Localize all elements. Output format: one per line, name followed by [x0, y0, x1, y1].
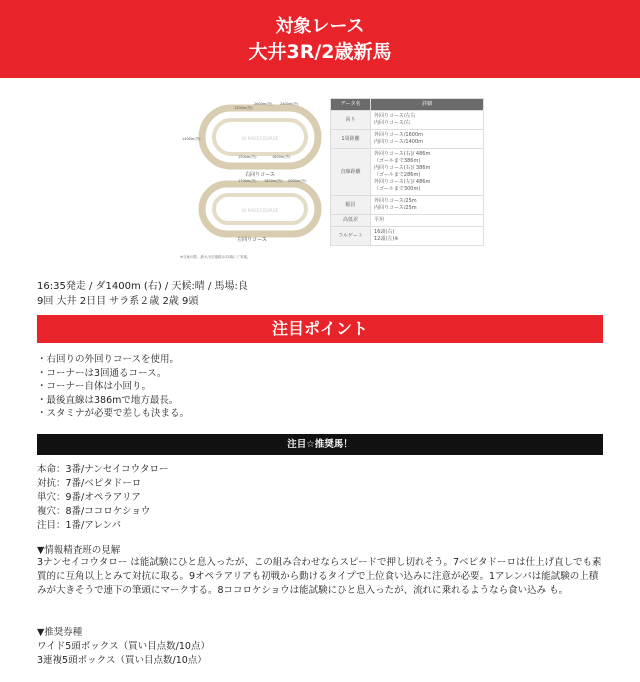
watermark-outer: OI RACECOURSE — [241, 137, 279, 142]
spec-line: 内回りコース(右)/ 386m — [374, 165, 431, 171]
spec-key: 幅員 — [331, 196, 371, 215]
spec-line: 16頭(右) — [374, 229, 395, 235]
points-title: 注目ポイント — [37, 315, 603, 343]
spec-key: 高低差 — [331, 215, 371, 227]
spec-value — [371, 111, 484, 130]
spec-line: 外回りコース/左右 — [374, 113, 416, 119]
pick-item: 注目：1番/アレンパ — [37, 520, 121, 531]
spec-value — [371, 149, 484, 196]
inner-course-label: 左回りコース — [237, 237, 267, 243]
spec-key: 直線距離 — [331, 149, 371, 196]
spec-row — [331, 196, 484, 215]
spec-row — [331, 227, 484, 246]
list-item: ・コーナー自体は小回り。 — [37, 381, 152, 392]
race-info-line: 9回 大井 2日目 サラ系２歳 2歳 9頭 — [37, 296, 199, 307]
spec-value — [371, 215, 484, 227]
pick-item: 本命：3番/ナンセイコウタロー — [37, 464, 169, 475]
dist-label: 1700m(外) — [238, 179, 257, 183]
spec-row — [331, 149, 484, 196]
spec-line: 外回りコース(右)/ 486m — [374, 151, 431, 157]
spec-row — [331, 215, 484, 227]
spec-line: 内回りコース/1400m — [374, 139, 424, 145]
spec-key: フルゲート — [331, 227, 371, 246]
ticket-item: ワイド5頭ボックス（買い目点数/10点） — [37, 641, 210, 652]
watermark-inner: OI RACECOURSE — [241, 209, 279, 214]
spec-value — [371, 130, 484, 149]
pick-item: 単穴：9番/オペラアリア — [37, 492, 141, 503]
list-item: ・右回りの外回りコースを使用。 — [37, 354, 180, 365]
course-spec-table — [330, 98, 484, 246]
points-list — [37, 353, 189, 421]
dist-label: 1500m(外) — [238, 155, 257, 159]
spec-line: （ゴールまで286m) — [374, 172, 421, 178]
spec-header: データ名 — [331, 99, 371, 111]
spec-line: 外回りコース(左)/ 486m — [374, 179, 431, 185]
dist-label: 1600m(外) — [272, 155, 291, 159]
spec-value — [371, 196, 484, 215]
spec-line: 12頭(左)※ — [374, 236, 399, 242]
dist-label: 1200m(外) — [234, 106, 253, 110]
spec-key: 回り — [331, 111, 371, 130]
race-name: 大井3R/2歳新馬 — [248, 41, 392, 63]
spec-row — [331, 130, 484, 149]
spec-line: （ゴールまで386m) — [374, 158, 421, 164]
list-item: ・最後直線は386mで地方最長。 — [37, 394, 179, 406]
spec-key: 1周距離 — [331, 130, 371, 149]
pick-item: 対抗：7番/ベピタドーロ — [37, 478, 142, 489]
spec-line: （ゴールまで300m) — [374, 186, 421, 192]
outer-course-label: 右回りコース — [245, 172, 275, 178]
spec-line: 内回りコース/右 — [374, 120, 411, 126]
header-banner — [0, 0, 640, 78]
picks-title: 注目☆推奨馬！ — [37, 434, 603, 455]
tickets-heading: ▼推奨券種 — [37, 627, 83, 638]
list-item: ・コーナーは3回通るコース。 — [37, 367, 167, 379]
dist-label: 2600m(外) — [254, 102, 273, 106]
dist-label: 2000m(外) — [288, 179, 307, 183]
race-info-line: 16:35発走 / ダ1400m (右) / 天候:晴 / 馬場:良 — [37, 281, 248, 292]
course-footnote: ※当案の際、最大出走頭数は12頭にて実施。 — [180, 255, 251, 259]
ticket-item: 3連複5頭ボックス（買い目点数/10点） — [37, 655, 207, 666]
spec-row — [331, 111, 484, 130]
spec-header-row — [331, 99, 484, 111]
spec-value — [371, 227, 484, 246]
pick-item: 複穴：8番/ココロケショウ — [37, 506, 151, 517]
spec-line: 内回りコース/25m — [374, 205, 417, 211]
spec-line: 外回りコース/1600m — [374, 132, 424, 138]
dist-label: 1400m(外) — [182, 137, 201, 141]
analysis-heading: ▼情報精査班の見解 — [37, 545, 121, 556]
list-item: ・スタミナが必要で差しも決まる。 — [37, 408, 190, 419]
spec-header: 詳細 — [371, 99, 484, 111]
dist-label: 2400m(外) — [280, 102, 299, 106]
header-title: 対象レース — [275, 16, 365, 37]
dist-label: 1800m(外) — [264, 179, 283, 183]
spec-line: 外回りコース/25m — [374, 198, 417, 204]
course-map — [176, 98, 322, 266]
analysis-text: 3ナンセイコウタロー は能試験にひと息入ったが、この組み合わせならスピードで押し切れそう。7ベピタドーロは仕上げ直しでも素質的に互角以上とみて対抗に取る。9オペラアリアも初戦から動けるタイプで上位食い込みに注意が必要。1アレンパは能試験の上積みが大きそうで連下の筆頭にマークする。8ココロケショウは能試験にひと息入ったが、流れに乗れるようなら食い込み も。 — [37, 557, 602, 596]
spec-line: 平坦 — [374, 217, 385, 223]
